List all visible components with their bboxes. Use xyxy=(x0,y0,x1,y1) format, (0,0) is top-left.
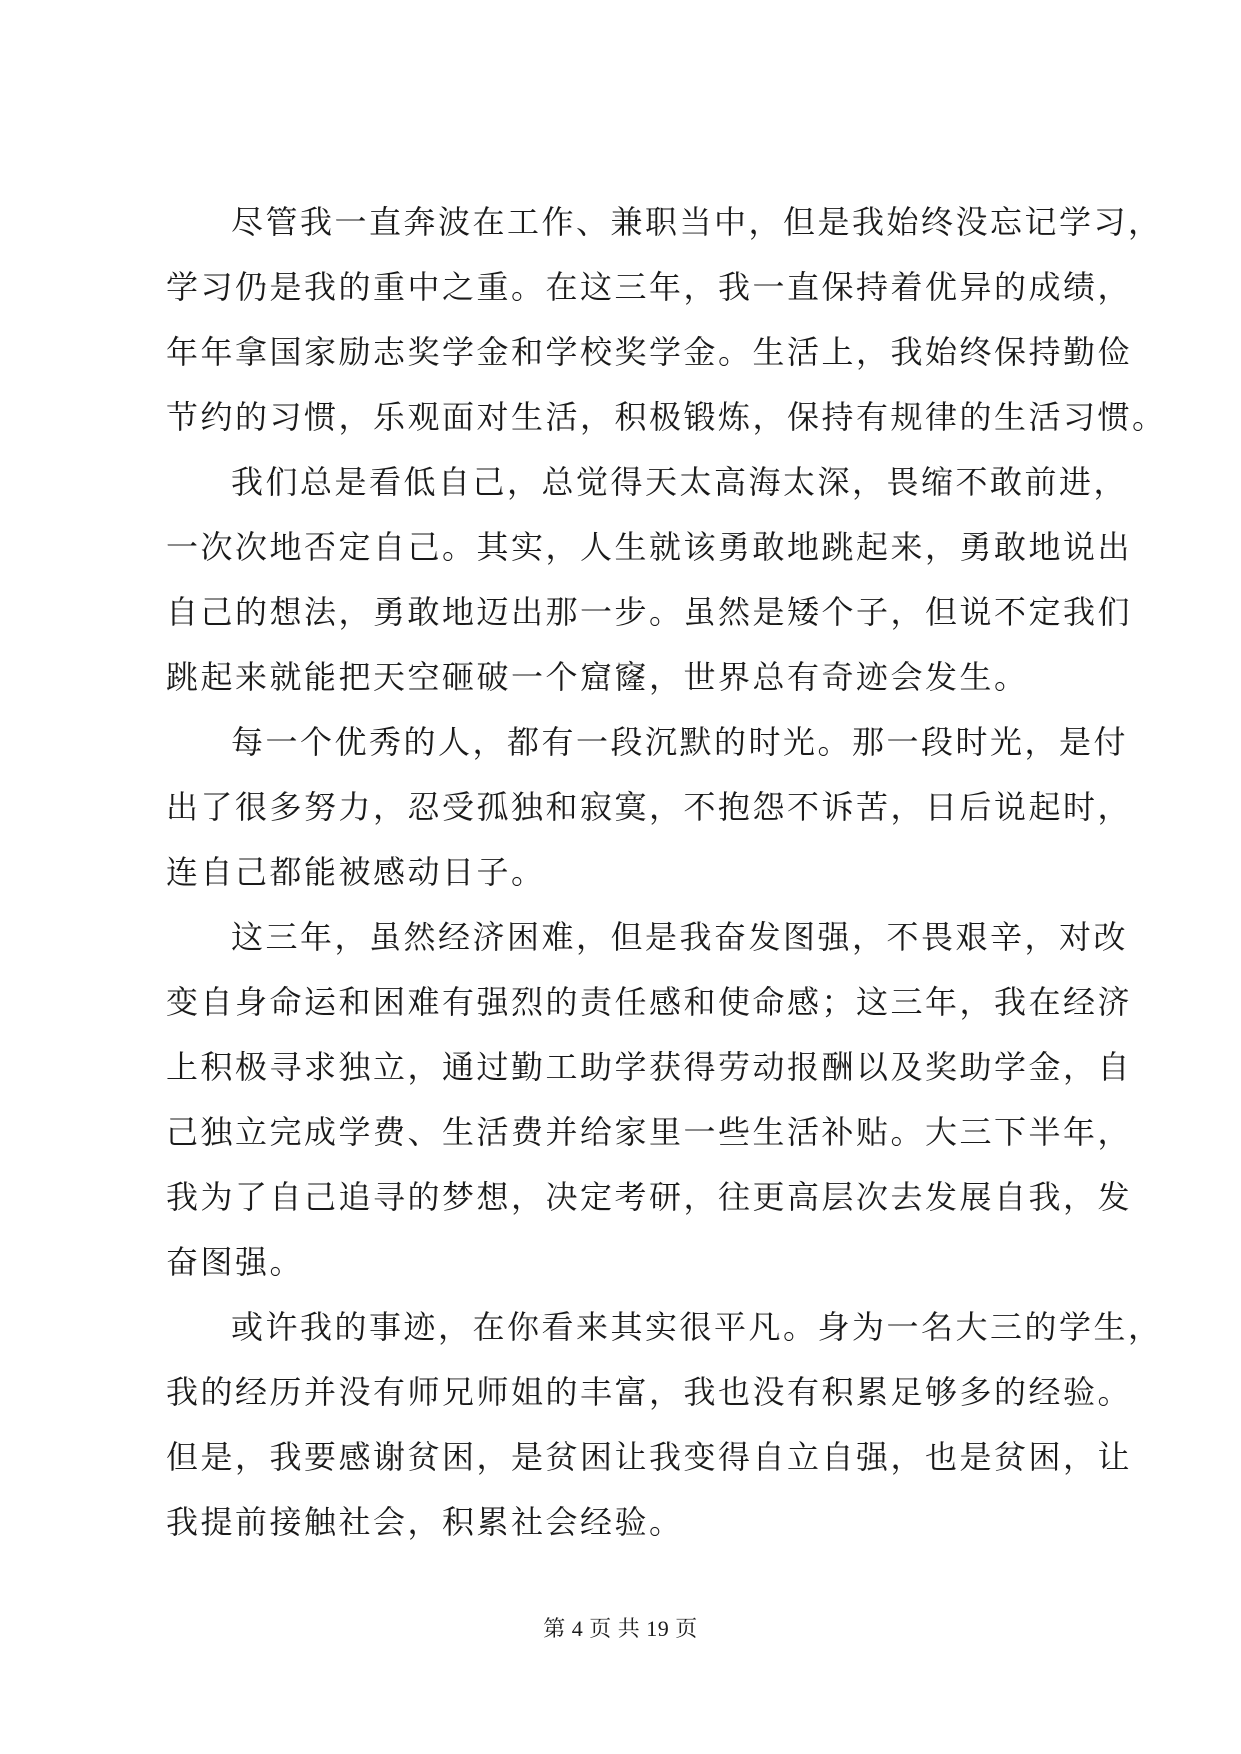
text-line: 每一个优秀的人，都有一段沉默的时光。那一段时光，是付 xyxy=(231,723,1129,761)
text-line: 出了很多努力，忍受孤独和寂寞，不抱怨不诉苦，日后说起时， xyxy=(166,788,1133,826)
paragraph-3 xyxy=(166,723,1133,919)
text-line: 但是，我要感谢贫困，是贫困让我变得自立自强，也是贫困，让 xyxy=(166,1438,1133,1476)
paragraph-1 xyxy=(166,203,1167,464)
text-line: 己独立完成学费、生活费并给家里一些生活补贴。大三下半年， xyxy=(166,1113,1133,1151)
paragraph-4 xyxy=(166,918,1133,1309)
text-line: 一次次地否定自己。其实，人生就该勇敢地跳起来，勇敢地说出 xyxy=(166,528,1133,566)
page-number-footer: 第 4 页 共 19 页 xyxy=(543,1616,698,1641)
text-line: 节约的习惯，乐观面对生活，积极锻炼，保持有规律的生活习惯。 xyxy=(166,398,1167,436)
paragraph-5 xyxy=(166,1308,1163,1569)
text-line: 奋图强。 xyxy=(166,1243,305,1281)
text-line: 变自身命运和困难有强烈的责任感和使命感；这三年，我在经济 xyxy=(166,983,1133,1021)
paragraph-2 xyxy=(166,463,1133,724)
text-line: 上积极寻求独立，通过勤工助学获得劳动报酬以及奖助学金，自 xyxy=(166,1048,1133,1086)
text-line: 我们总是看低自己，总觉得天太高海太深，畏缩不敢前进， xyxy=(231,463,1129,501)
text-line: 跳起来就能把天空砸破一个窟窿，世界总有奇迹会发生。 xyxy=(166,658,1029,696)
text-line: 我的经历并没有师兄师姐的丰富，我也没有积累足够多的经验。 xyxy=(166,1373,1133,1411)
text-line: 学习仍是我的重中之重。在这三年，我一直保持着优异的成绩， xyxy=(166,268,1133,306)
text-line: 连自己都能被感动日子。 xyxy=(166,853,546,891)
text-line: 自己的想法，勇敢地迈出那一步。虽然是矮个子，但说不定我们 xyxy=(166,593,1133,631)
text-line: 年年拿国家励志奖学金和学校奖学金。生活上，我始终保持勤俭 xyxy=(166,333,1133,371)
body-text xyxy=(166,203,1167,1569)
text-line: 我为了自己追寻的梦想，决定考研，往更高层次去发展自我，发 xyxy=(166,1178,1133,1216)
text-line: 尽管我一直奔波在工作、兼职当中，但是我始终没忘记学习， xyxy=(231,203,1163,241)
text-line: 或许我的事迹，在你看来其实很平凡。身为一名大三的学生， xyxy=(231,1308,1163,1346)
text-line: 这三年，虽然经济困难，但是我奋发图强，不畏艰辛，对改 xyxy=(231,918,1129,956)
text-line: 我提前接触社会，积累社会经验。 xyxy=(166,1503,684,1541)
